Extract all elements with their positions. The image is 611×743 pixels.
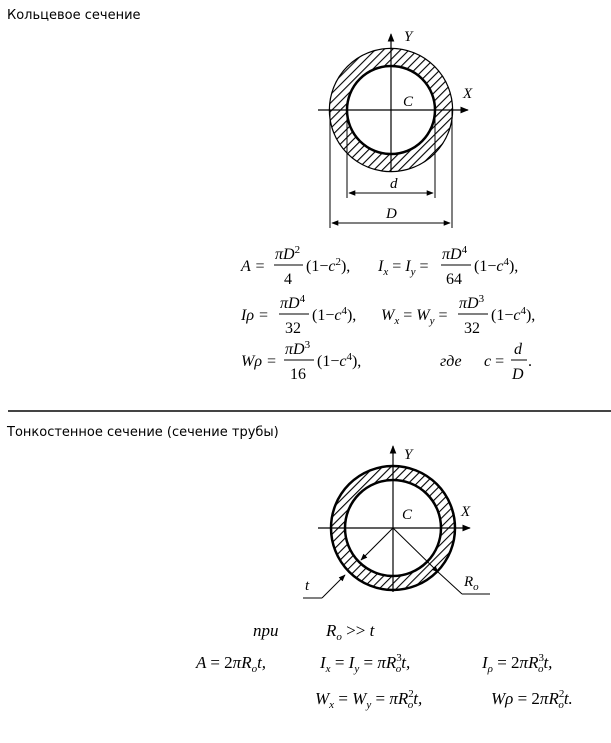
where-label: где (440, 353, 462, 370)
svg-text:πD3: $\pi D^3$ (285, 339, 311, 358)
section-title-ring: Кольцевое сечение (7, 8, 141, 23)
thin-wall-formulas (195, 621, 573, 711)
svg-text:Wx = Wy =: $W_x = W_y$ = (381, 307, 448, 327)
y-axis-label: Y (404, 29, 413, 45)
svg-text:πD4: $\pi D^4$ (442, 244, 468, 263)
svg-text:(1−c4),: $(1-c^4)$, (312, 305, 357, 324)
thin-wall-diagram (303, 446, 490, 598)
svg-text:Ix = Iy = πR3ot,: $I_x = I_y = \pi R^3$ ot, (320, 652, 411, 675)
svg-text:d: d (514, 341, 522, 358)
svg-text:A =: A = (241, 258, 266, 275)
svg-text:.: . (528, 353, 532, 370)
svg-text:πD3: $\pi D^3$ (459, 293, 485, 312)
svg-text:c =: c = (484, 353, 505, 370)
svg-text:πD2: $\pi D^2$ (275, 244, 301, 263)
y-axis-label-2: Y (404, 447, 413, 463)
svg-text:16: 16 (290, 366, 306, 383)
svg-text:D: D (512, 366, 524, 383)
svg-text:64: 64 (446, 271, 462, 288)
svg-text:(1−c4),: $(1-c^4)$, (317, 351, 362, 370)
svg-text:(1−c2),: $(1-c^2)$, (306, 256, 351, 275)
radius-label: $R_o$ (464, 574, 479, 593)
section-title-thin-wall: Тонкостенное сечение (сечение трубы) (7, 425, 279, 440)
ring-section-diagram (318, 29, 473, 228)
svg-text:Iρ =: Iρ = (241, 307, 269, 324)
when-label: при (253, 621, 279, 640)
x-axis-label: X (463, 86, 473, 102)
svg-text:32: 32 (464, 320, 480, 337)
svg-text:Wx = Wy = πR2ot,: $W_x = W_y = \pi R^2$ ot, (315, 688, 423, 711)
thickness-label: t (305, 578, 310, 594)
svg-text:A = 2πRot,: $A = 2\pi R_ot$, (196, 653, 267, 675)
svg-text:4: 4 (284, 271, 292, 288)
svg-text:(1−c4),: $(1-c^4)$, (474, 256, 519, 275)
svg-text:Ro >> t: $R_o >> t$ (326, 621, 375, 643)
centroid-label: C (403, 94, 414, 110)
x-axis-label-2: X (461, 504, 471, 520)
svg-text:32: 32 (285, 320, 301, 337)
outer-diameter-label: D (386, 206, 397, 222)
svg-text:πD4: $\pi D^4$ (280, 293, 306, 312)
svg-text:(1−c4),: $(1-c^4)$, (491, 305, 536, 324)
inner-diameter-label: d (390, 176, 398, 192)
svg-text:Wρ = 2πR2ot.: $W\rho = 2\pi R^2$ ot. (491, 688, 573, 711)
svg-text:Ix = Iy =: $I_x = I_y$ = (378, 258, 429, 278)
svg-text:Wρ =: Wρ = (241, 353, 277, 370)
centroid-label-2: C (402, 507, 413, 523)
svg-text:Iρ = 2πR3ot,: $I_\rho = 2\pi R^3$ ot, (482, 652, 553, 675)
ring-formulas (240, 244, 535, 383)
